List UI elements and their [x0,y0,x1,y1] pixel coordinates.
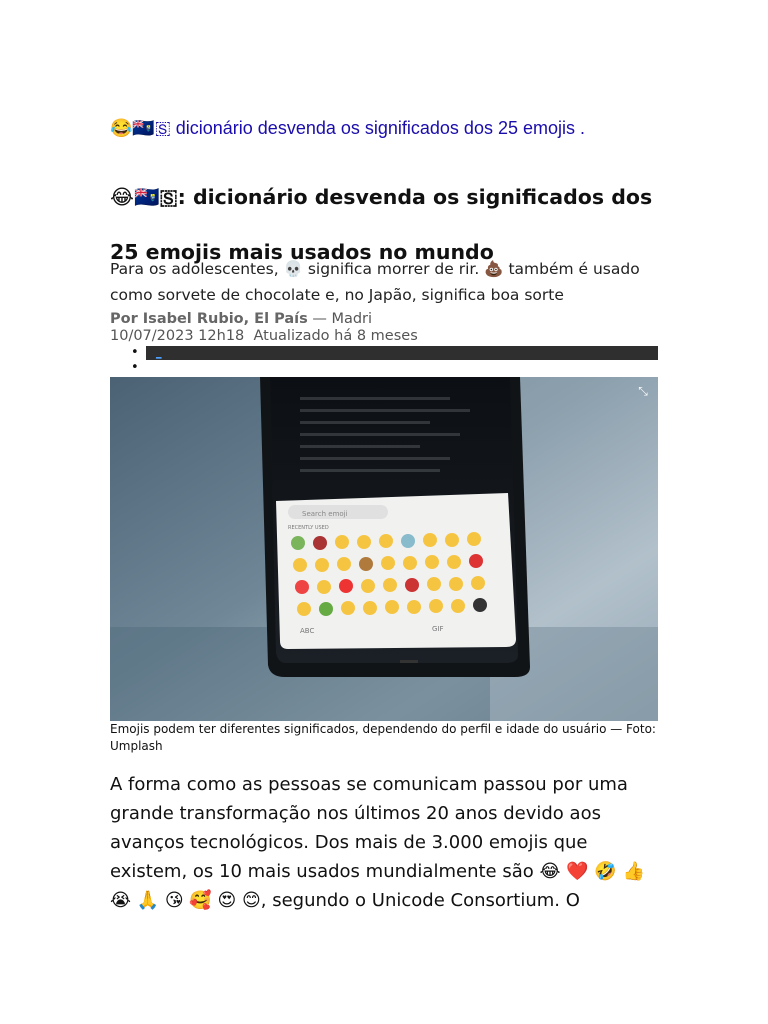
article-link-title[interactable]: 😂🇸🇭🇸 dicionário desvenda os significados dos 25 emojis . [110,118,585,138]
share-item [110,346,658,361]
author-name[interactable]: Por Isabel Rubio, El País [110,311,308,327]
article-byline [110,311,670,345]
headline-line-1: 😂🇸🇭🇸: dicionário desvenda os significados dos [110,185,653,209]
author-location: — Madri [307,311,373,327]
article-photo [110,377,658,721]
share-link[interactable]: • _ [156,346,162,359]
updated-time: Atualizado há 8 meses [253,328,418,344]
article-body: A forma como as pessoas se comunicam passou por uma grande transformação nos últimos 20 anos devido aos avanços tecnológicos. Dos mais de 3.000 emojis que existem, os 10 mais usados mundialmente são 😂 ❤️ 🤣 👍 😭 🙏 😘 🥰 😍 😊, segundo o Unicode Consortium. O [110,774,645,911]
expand-icon[interactable]: ⤡ [638,384,648,398]
publish-date: 10/07/2023 12h18 [110,328,245,344]
share-list [110,346,658,376]
keyboard-search-placeholder: Search emoji [302,510,348,518]
keyboard-gif-label: GIF [432,625,444,633]
share-item [110,361,658,376]
keyboard-abc-label: ABC [300,627,315,635]
phone-emoji-keyboard-image [110,377,658,721]
share-bar [146,346,658,360]
headline-line-2: 25 emojis mais usados no mundo [110,240,494,264]
keyboard-section-label: RECENTLY USED [288,525,329,531]
article-subtitle: Para os adolescentes, 💀 significa morrer de rir. 💩 também é usado como sorvete de chocolate e, no Japão, significa boa sorte [110,260,640,304]
photo-caption: Emojis podem ter diferentes significados, dependendo do perfil e idade do usuário — Foto: Umplash [110,722,656,753]
